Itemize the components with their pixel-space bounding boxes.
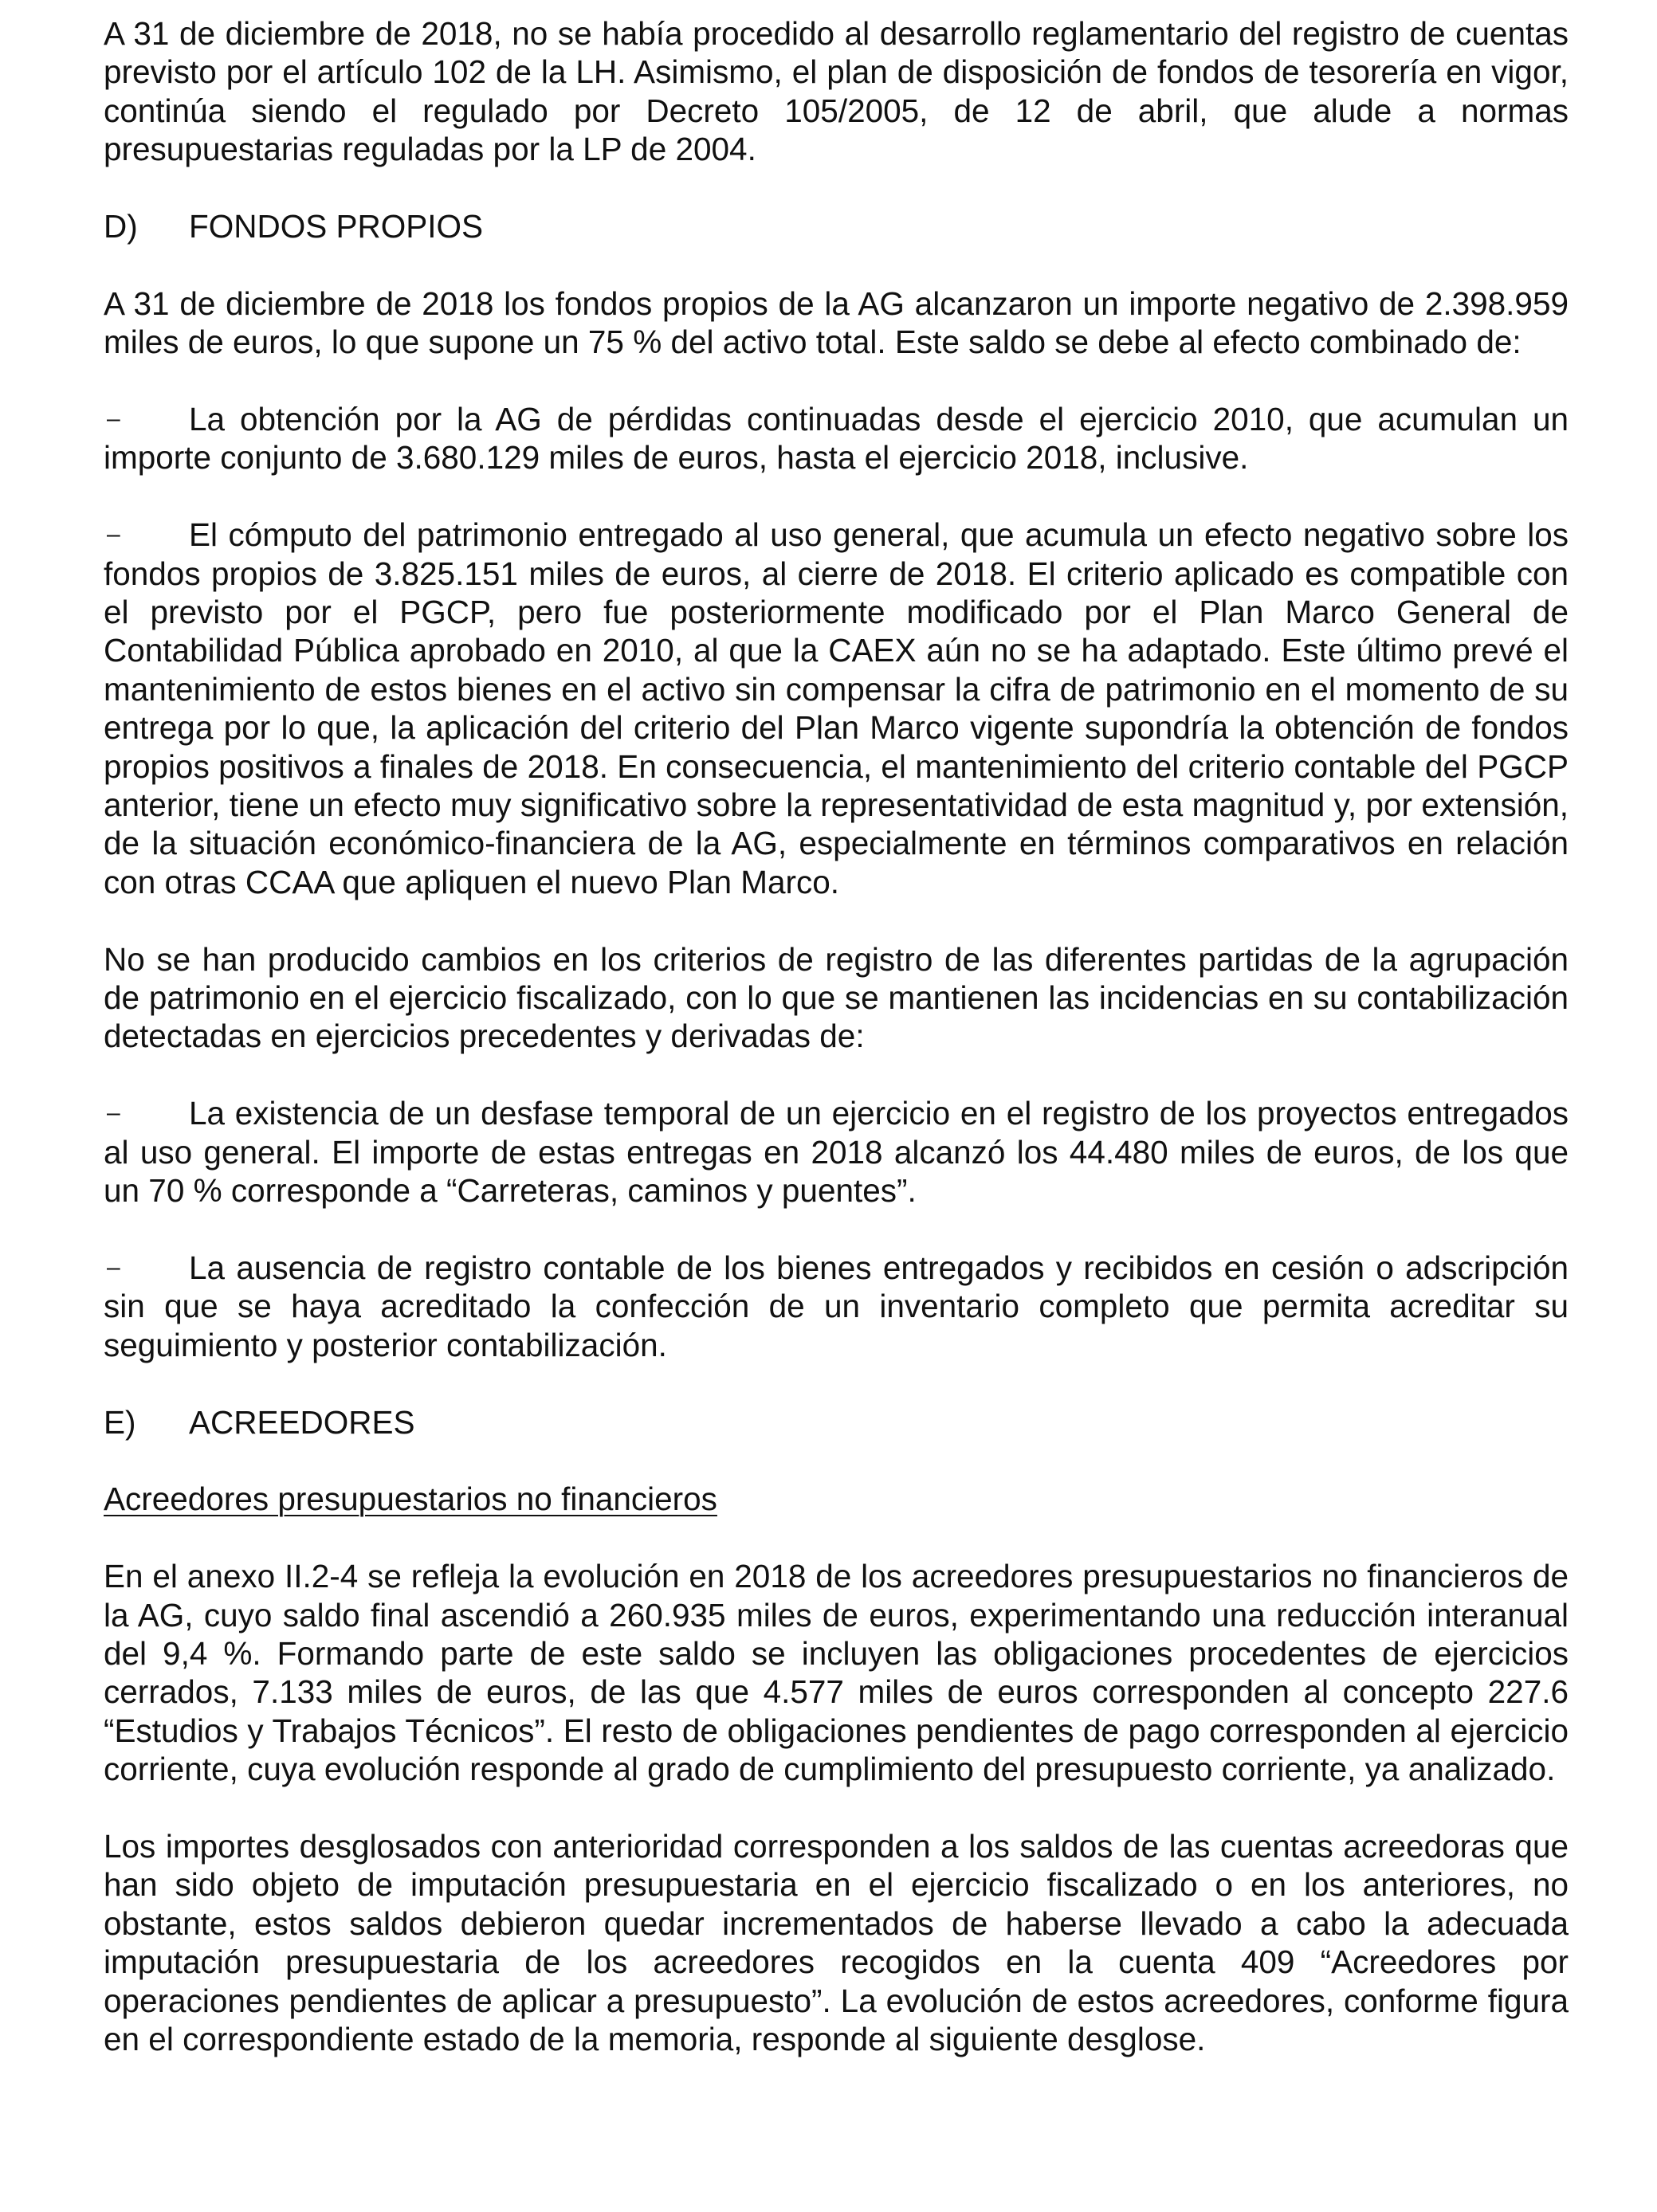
bullet-text: La obtención por la AG de pérdidas continuadas desde el ejercicio 2010, que acumulan un importe conjunto de 3.680.129 miles de euros, hasta el ejercicio 2018, inclusive.: [104, 401, 1569, 477]
bullet-item-desfase: [104, 1094, 1569, 1210]
section-heading-acreedores: [104, 1403, 1569, 1441]
section-title: FONDOS PROPIOS: [189, 208, 484, 245]
dash-icon: –: [107, 1253, 120, 1281]
bullet-item-ausencia-registro: [104, 1249, 1569, 1364]
section-heading-fondos-propios: [104, 207, 1569, 245]
paragraph-criterios-registro: No se han producido cambios en los criterios de registro de las diferentes partidas de la agrupación de patrimonio en el ejercicio fiscalizado, con lo que se mantienen las incidencias en su contabilización detectadas en ejercicios precedentes y derivadas de:: [104, 940, 1569, 1055]
bullet-text: El cómputo del patrimonio entregado al uso general, que acumula un efecto negativo sobre los fondos propios de 3.825.151 miles de euros, al cierre de 2018. El criterio aplicado es compatible con el previsto por el PGCP, pero fue posteriormente modificado por el Plan Marco General de Contabilidad Pública aprobado en 2010, al que la CAEX aún no se ha adaptado. Este último prevé el mantenimiento de estos bienes en el activo sin compensar la cifra de patrimonio en el momento de su entrega por lo que, la aplicación del criterio del Plan Marco vigente supondría la obtención de fondos propios positivos a finales de 2018. En consecuencia, el mantenimiento del criterio contable del PGCP anterior, tiene un efecto muy significativo sobre la representatividad de esta magnitud y, por extensión, de la situación económico-financiera de la AG, especialmente en términos comparativos en relación con otras CCAA que apliquen el nuevo Plan Marco.: [104, 516, 1569, 900]
bullet-text: La existencia de un desfase temporal de un ejercicio en el registro de los proyectos entregados al uso general. El importe de estas entregas en 2018 alcanzó los 44.480 miles de euros, de los que un 70 % corresponde a “Carreteras, caminos y puentes”.: [104, 1095, 1569, 1210]
dash-icon: –: [107, 521, 120, 548]
paragraph-registro-cuentas: A 31 de diciembre de 2018, no se había procedido al desarrollo reglamentario del registro de cuentas previsto por el artículo 102 de la LH. Asimismo, el plan de disposición de fondos de tesorería en vigor, continúa siendo el regulado por Decreto 105/2005, de 12 de abril, que alude a normas presupuestarias reguladas por la LP de 2004.: [104, 15, 1569, 168]
bullet-text: La ausencia de registro contable de los bienes entregados y recibidos en cesión o adscripción sin que se haya acreditado la confección de un inventario completo que permita acreditar su seguimiento y posterior contabilización.: [104, 1249, 1569, 1363]
section-letter: D): [104, 208, 138, 245]
dash-icon: –: [107, 406, 120, 433]
paragraph-fondos-propios: A 31 de diciembre de 2018 los fondos propios de la AG alcanzaron un importe negativo de 2.398.959 miles de euros, lo que supone un 75 % del activo total. Este saldo se debe al efecto combinado de:: [104, 284, 1569, 361]
section-letter: E): [104, 1403, 136, 1441]
bullet-item-perdidas: [104, 400, 1569, 477]
subsection-title-acreedores-no-financieros: Acreedores presupuestarios no financieros: [104, 1481, 717, 1518]
dash-icon: –: [107, 1100, 120, 1127]
bullet-item-patrimonio: [104, 516, 1569, 901]
paragraph-anexo-acreedores: En el anexo II.2-4 se refleja la evolución en 2018 de los acreedores presupuestarios no financieros de la AG, cuyo saldo final ascendió a 260.935 miles de euros, experimentando una reducción interanual del 9,4 %. Formando parte de este saldo se incluyen las obligaciones procedentes de ejercicios cerrados, 7.133 miles de euros, de las que 4.577 miles de euros corresponden al concepto 227.6 “Estudios y Trabajos Técnicos”. El resto de obligaciones pendientes de pago corresponden al ejercicio corriente, cuya evolución responde al grado de cumplimiento del presupuesto corriente, ya analizado.: [104, 1558, 1569, 1788]
document-page: [104, 14, 1569, 2097]
section-title: ACREEDORES: [189, 1403, 415, 1441]
paragraph-cuenta-409: Los importes desglosados con anterioridad corresponden a los saldos de las cuentas acreedoras que han sido objeto de imputación presupuestaria en el ejercicio fiscalizado o en los anteriores, no obstante, estos saldos debieron quedar incrementados de haberse llevado a cabo la adecuada imputación presupuestaria de los acreedores recogidos en la cuenta 409 “Acreedores por operaciones pendientes de aplicar a presupuesto”. La evolución de estos acreedores, conforme figura en el correspondiente estado de la memoria, responde al siguiente desglose.: [104, 1827, 1569, 2057]
